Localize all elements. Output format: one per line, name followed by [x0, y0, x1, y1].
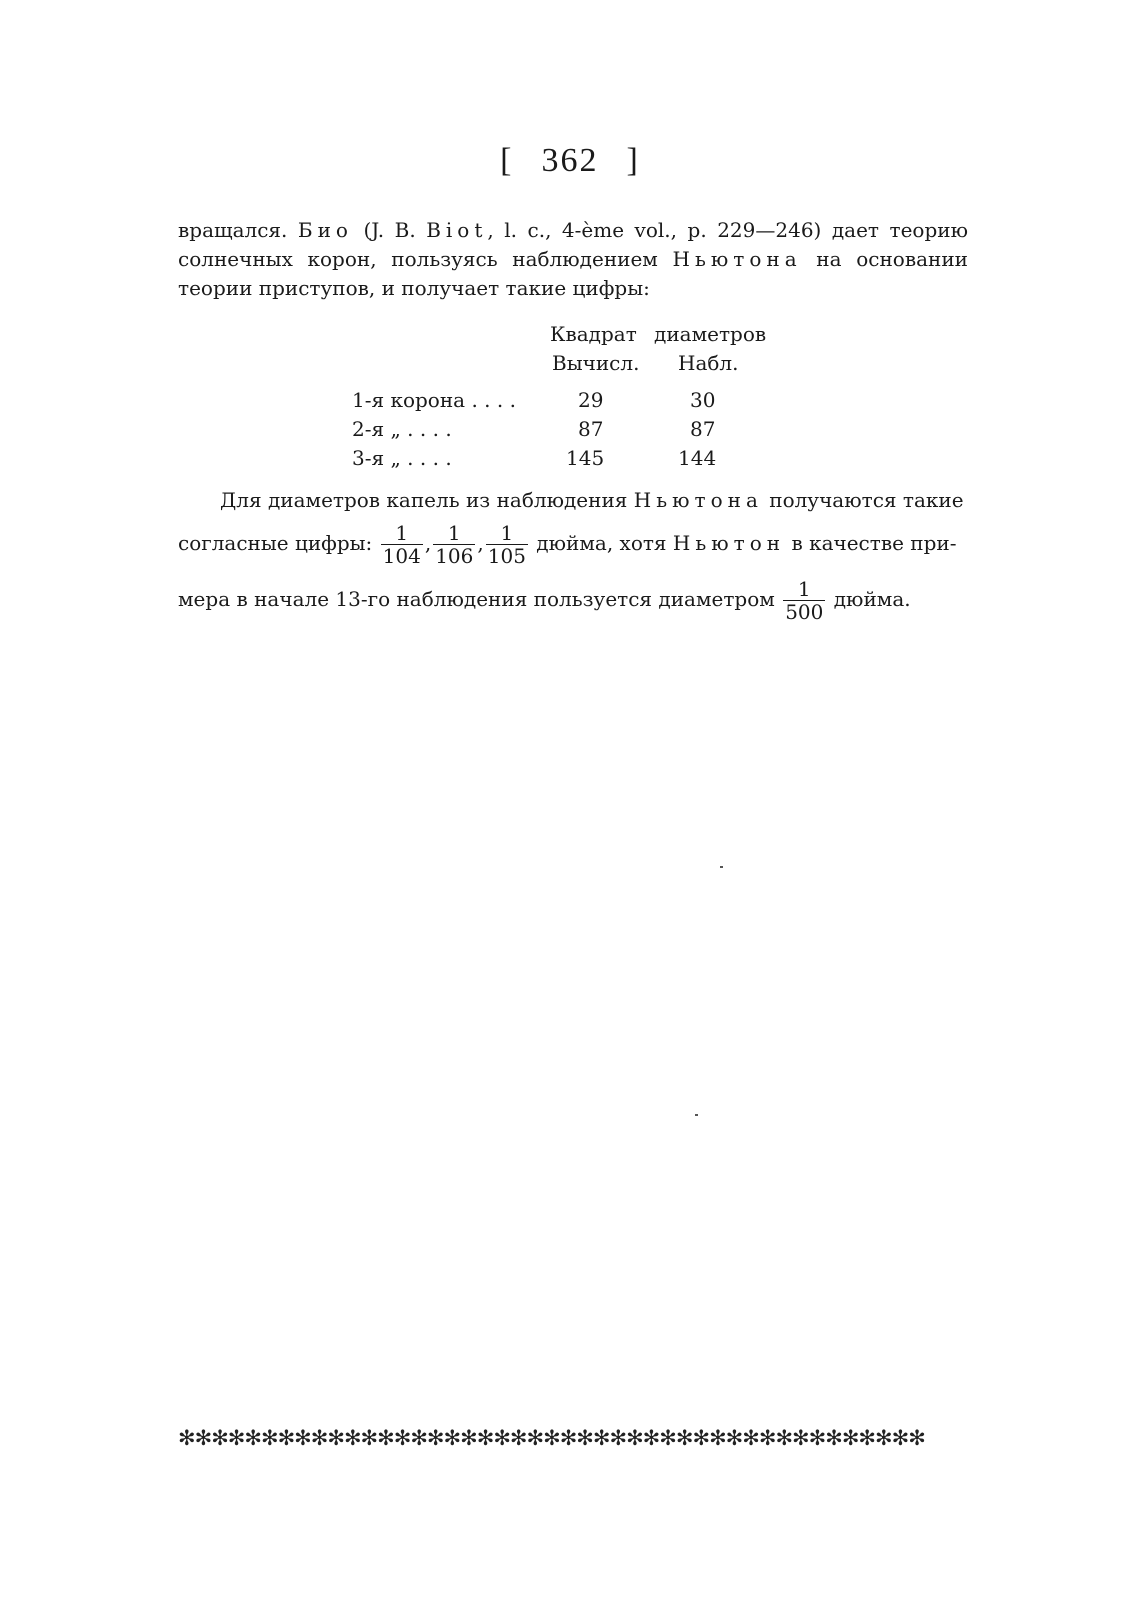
paragraph-drops-line3: мера в начале 13-го наблюдения пользуется диаметром $\frac{1}{500}$ дюйма.	[178, 577, 911, 624]
paragraph-drops-line1: Для диаметров капель из наблюдения Ньютона получаются такие	[220, 488, 964, 512]
header-diameters: диаметров	[654, 322, 767, 346]
paragraph-drops-line2: согласные цифры: $\frac{1}{104}$ , $\frac{1}{106}$ , $\frac{1}{105}$ дюйма, хотя Ньютон в качестве при-	[178, 521, 957, 568]
page-number: [ 362 ]	[500, 142, 640, 179]
paragraph-biot: вращался. Био (J. B. Biot, l. c., 4-ème vol., p. 229—246) дает теорию солнечных корон, пользуясь наблюдением Ньютона на основании теории приступов, и получает такие цифры:	[178, 218, 968, 300]
fraction: $\frac{1}{105}$	[487, 521, 526, 568]
ornamental-rule: ✻✻✻✻✻✻✻✻✻✻✻✻✻✻✻✻✻✻✻✻✻✻✻✻✻✻✻✻✻✻✻✻✻✻✻✻✻✻✻✻✻✻✻✻✻	[178, 1426, 925, 1450]
header-observed: Набл.	[678, 351, 739, 375]
fraction: $\frac{1}{500}$	[785, 577, 824, 624]
header-square: Квадрат	[550, 322, 637, 346]
print-speck	[720, 866, 723, 868]
print-speck	[695, 1114, 698, 1116]
fraction: $\frac{1}{104}$	[382, 521, 421, 568]
fraction: $\frac{1}{106}$	[435, 521, 474, 568]
header-computed: Вычисл.	[552, 351, 640, 375]
